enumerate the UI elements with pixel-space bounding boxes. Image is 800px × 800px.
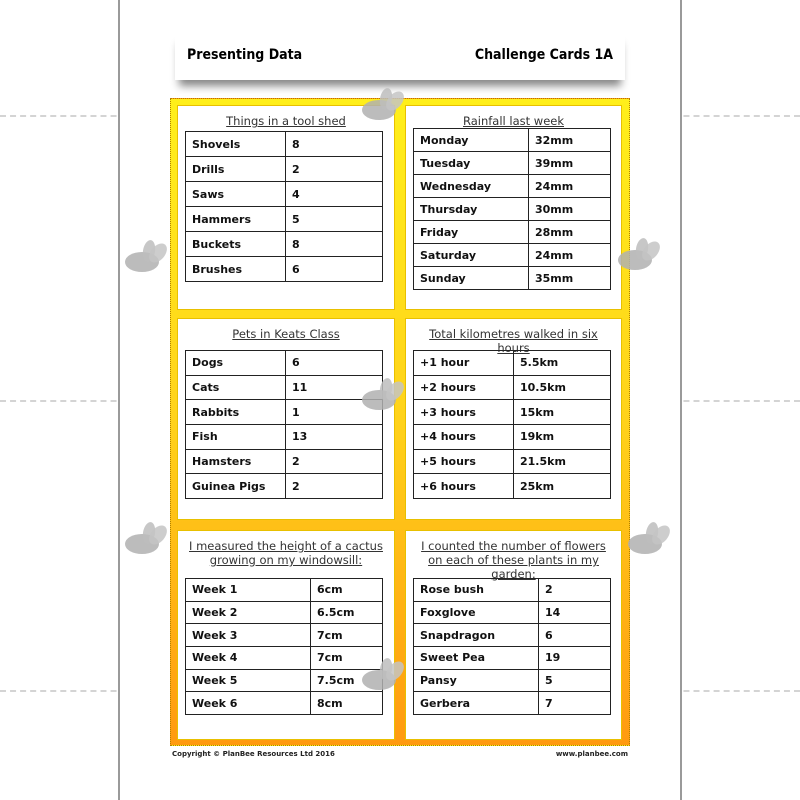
- card-title: Pets in Keats Class: [232, 327, 340, 341]
- row-value: 19: [539, 647, 611, 670]
- table-row: [414, 129, 611, 152]
- row-label: Brushes: [186, 257, 286, 282]
- row-label: Sunday: [414, 267, 529, 290]
- table-row: [186, 257, 383, 282]
- row-label: Monday: [414, 129, 529, 152]
- table-row: [414, 647, 611, 670]
- row-label: Saws: [186, 182, 286, 207]
- row-label: +4 hours: [414, 425, 514, 450]
- row-label: Sweet Pea: [414, 647, 539, 670]
- row-label: Week 1: [186, 579, 311, 602]
- row-label: Thursday: [414, 198, 529, 221]
- page-header: [175, 30, 625, 80]
- row-label: Snapdragon: [414, 624, 539, 647]
- row-value: 6: [539, 624, 611, 647]
- row-label: Drills: [186, 157, 286, 182]
- bee-icon: [362, 88, 406, 122]
- table-row: [414, 351, 611, 376]
- row-label: Week 2: [186, 601, 311, 624]
- row-value: 39mm: [529, 152, 611, 175]
- table-row: [414, 175, 611, 198]
- bee-icon: [125, 522, 169, 556]
- table-row: [186, 449, 383, 474]
- table-row: [186, 132, 383, 157]
- bee-icon: [125, 240, 169, 274]
- bee-icon: [362, 378, 406, 412]
- row-label: Week 6: [186, 692, 311, 715]
- table-row: [186, 232, 383, 257]
- row-value: 14: [539, 601, 611, 624]
- table-row: [186, 624, 383, 647]
- table-row: [414, 221, 611, 244]
- row-label: +2 hours: [414, 375, 514, 400]
- table-row: [186, 351, 383, 376]
- table-row: [414, 579, 611, 602]
- row-value: 4: [286, 182, 383, 207]
- bee-icon: [618, 238, 662, 272]
- row-value: 15km: [514, 400, 611, 425]
- row-value: 8: [286, 132, 383, 157]
- table-row: [186, 207, 383, 232]
- data-table: [185, 131, 383, 282]
- row-value: 6.5cm: [311, 601, 383, 624]
- data-table: [413, 128, 611, 290]
- row-value: 5: [286, 207, 383, 232]
- table-row: [414, 244, 611, 267]
- row-value: 10.5km: [514, 375, 611, 400]
- row-label: +3 hours: [414, 400, 514, 425]
- data-table: [413, 578, 611, 715]
- row-label: Gerbera: [414, 692, 539, 715]
- row-label: Guinea Pigs: [186, 474, 286, 499]
- row-label: Foxglove: [414, 601, 539, 624]
- row-label: Hammers: [186, 207, 286, 232]
- bee-icon: [362, 658, 406, 692]
- row-value: 28mm: [529, 221, 611, 244]
- card-title: I counted the number of flowers on each of these plants in my garden:: [421, 539, 606, 581]
- row-value: 2: [286, 449, 383, 474]
- row-value: 5: [539, 669, 611, 692]
- row-value: 32mm: [529, 129, 611, 152]
- row-label: Week 4: [186, 647, 311, 670]
- card-title: Rainfall last week: [462, 114, 565, 128]
- row-label: Pansy: [414, 669, 539, 692]
- row-label: Week 3: [186, 624, 311, 647]
- row-value: 11: [286, 375, 383, 400]
- row-label: Rabbits: [186, 400, 286, 425]
- row-value: 24mm: [529, 244, 611, 267]
- table-row: [414, 267, 611, 290]
- row-value: 5.5km: [514, 351, 611, 376]
- row-value: 6: [286, 257, 383, 282]
- table-row: [186, 669, 383, 692]
- row-label: Shovels: [186, 132, 286, 157]
- row-label: Hamsters: [186, 449, 286, 474]
- bee-icon: [628, 522, 672, 556]
- copyright: Copyright © PlanBee Resources Ltd 2016: [172, 750, 335, 758]
- row-value: 8cm: [311, 692, 383, 715]
- table-row: [186, 579, 383, 602]
- row-label: +5 hours: [414, 449, 514, 474]
- header-card-set: Challenge Cards 1A: [474, 47, 613, 63]
- row-value: 1: [286, 400, 383, 425]
- card-title: Things in a tool shed: [226, 114, 346, 128]
- row-value: 19km: [514, 425, 611, 450]
- table-row: [414, 400, 611, 425]
- row-value: 13: [286, 425, 383, 450]
- table-row: [414, 449, 611, 474]
- row-label: Fish: [186, 425, 286, 450]
- table-row: [414, 474, 611, 499]
- row-label: Dogs: [186, 351, 286, 376]
- row-label: +6 hours: [414, 474, 514, 499]
- data-table: [185, 350, 383, 499]
- table-row: [414, 425, 611, 450]
- table-row: [186, 474, 383, 499]
- table-row: [186, 692, 383, 715]
- table-row: [414, 601, 611, 624]
- row-label: +1 hour: [414, 351, 514, 376]
- row-label: Saturday: [414, 244, 529, 267]
- row-value: 2: [539, 579, 611, 602]
- table-row: [414, 669, 611, 692]
- row-value: 24mm: [529, 175, 611, 198]
- row-value: 7cm: [311, 624, 383, 647]
- table-row: [186, 425, 383, 450]
- row-value: 6: [286, 351, 383, 376]
- table-row: [414, 692, 611, 715]
- header-title: Presenting Data: [187, 47, 303, 63]
- table-row: [186, 375, 383, 400]
- table-row: [186, 647, 383, 670]
- row-value: 30mm: [529, 198, 611, 221]
- row-value: 7cm: [311, 647, 383, 670]
- data-table: [185, 578, 383, 715]
- table-row: [186, 601, 383, 624]
- row-label: Tuesday: [414, 152, 529, 175]
- row-value: 7: [539, 692, 611, 715]
- website: www.planbee.com: [555, 750, 628, 758]
- row-value: 6cm: [311, 579, 383, 602]
- table-row: [414, 152, 611, 175]
- row-value: 7.5cm: [311, 669, 383, 692]
- row-value: 8: [286, 232, 383, 257]
- row-label: Friday: [414, 221, 529, 244]
- data-table: [413, 350, 611, 499]
- row-label: Buckets: [186, 232, 286, 257]
- row-label: Cats: [186, 375, 286, 400]
- row-label: Week 5: [186, 669, 311, 692]
- table-row: [414, 624, 611, 647]
- table-row: [186, 400, 383, 425]
- table-row: [414, 198, 611, 221]
- table-row: [414, 375, 611, 400]
- row-label: Wednesday: [414, 175, 529, 198]
- card-title: Total kilometres walked in six hours: [429, 327, 598, 355]
- row-value: 2: [286, 474, 383, 499]
- row-label: Rose bush: [414, 579, 539, 602]
- row-value: 25km: [514, 474, 611, 499]
- row-value: 35mm: [529, 267, 611, 290]
- row-value: 21.5km: [514, 449, 611, 474]
- table-row: [186, 182, 383, 207]
- row-value: 2: [286, 157, 383, 182]
- card-title: I measured the height of a cactus growing on my windowsill:: [189, 539, 383, 567]
- table-row: [186, 157, 383, 182]
